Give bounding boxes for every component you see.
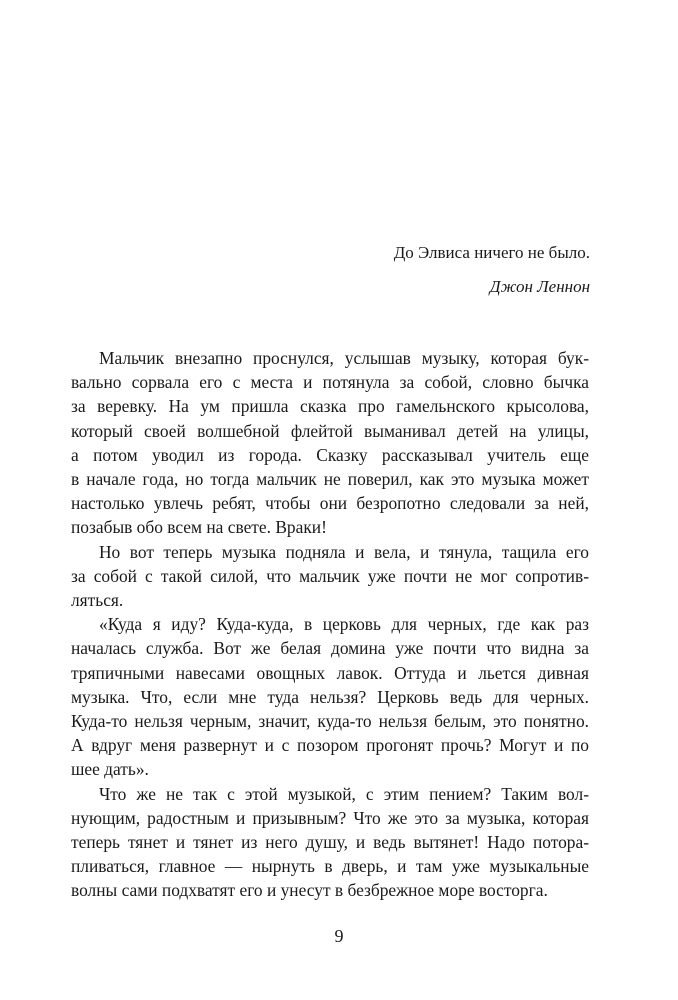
text-line: пливаться, главное — нырнуть в дверь, и там уже музыкальные [71, 856, 589, 877]
text-line: Но вот теперь музыка подняла и вела, и тянула, тащила его [99, 541, 589, 562]
text-line: теперь тянет и тянет из него душу, и ведь вытянет! Надо потора- [71, 832, 589, 853]
text-line: тряпичными навесами овощных лавок. Оттуда и льется дивная [71, 662, 589, 683]
text-line: за собой с такой силой, что мальчик уже почти не мог сопротив- [71, 565, 589, 586]
paragraph [71, 540, 589, 613]
text-line: ляться. [71, 590, 124, 611]
text-line: Что же не так с этой музыкой, с этим пением? Таким вол- [99, 783, 589, 804]
text-line: который своей волшебной флейтой выманивал детей на улицы, [71, 420, 589, 441]
text-line: настолько увлечь ребят, чтобы они безропотно следовали за ней, [71, 493, 589, 514]
text-line: а потом уводил из города. Сказку рассказывал учитель еще [71, 444, 589, 465]
text-line: позабыв обо всем на свете. Враки! [71, 517, 327, 538]
text-line: вально сорвала его с места и потянула за собой, словно бычка [71, 372, 589, 393]
epigraph [394, 236, 590, 304]
text-line: Куда-то нельзя черным, значит, куда-то нельзя белым, это понятно. [71, 711, 589, 732]
text-line: «Куда я иду? Куда-куда, в церковь для черных, где как раз [99, 614, 589, 635]
text-line: нующим, радостным и призывным? Что же это за музыка, которая [71, 807, 589, 828]
page-number: 9 [334, 926, 344, 946]
text-line: Мальчик внезапно проснулся, услышав музыку, которая бук- [99, 348, 589, 368]
epigraph-author: Джон Леннон [489, 277, 590, 296]
text-line: началась служба. Вот же белая домина уже почти что видна за [71, 638, 589, 659]
paragraph [71, 612, 589, 781]
text-line: за веревку. На ум пришла сказка про гамельнского крысолова, [71, 396, 589, 417]
text-line: А вдруг меня развернут и с позором прогонят прочь? Могут и по [71, 735, 589, 756]
paragraph [71, 346, 589, 540]
body-text [71, 346, 589, 903]
text-line: в начале года, но тогда мальчик не поверил, как это музыка может [71, 469, 589, 490]
text-line: музыка. Что, если мне туда нельзя? Церковь ведь для черных. [71, 686, 589, 707]
text-line: шее дать». [71, 759, 149, 780]
paragraph [71, 782, 589, 903]
epigraph-quote: До Элвиса ничего не было. [393, 243, 590, 262]
text-line: волны сами подхватят его и унесут в безбрежное море восторга. [71, 880, 548, 901]
